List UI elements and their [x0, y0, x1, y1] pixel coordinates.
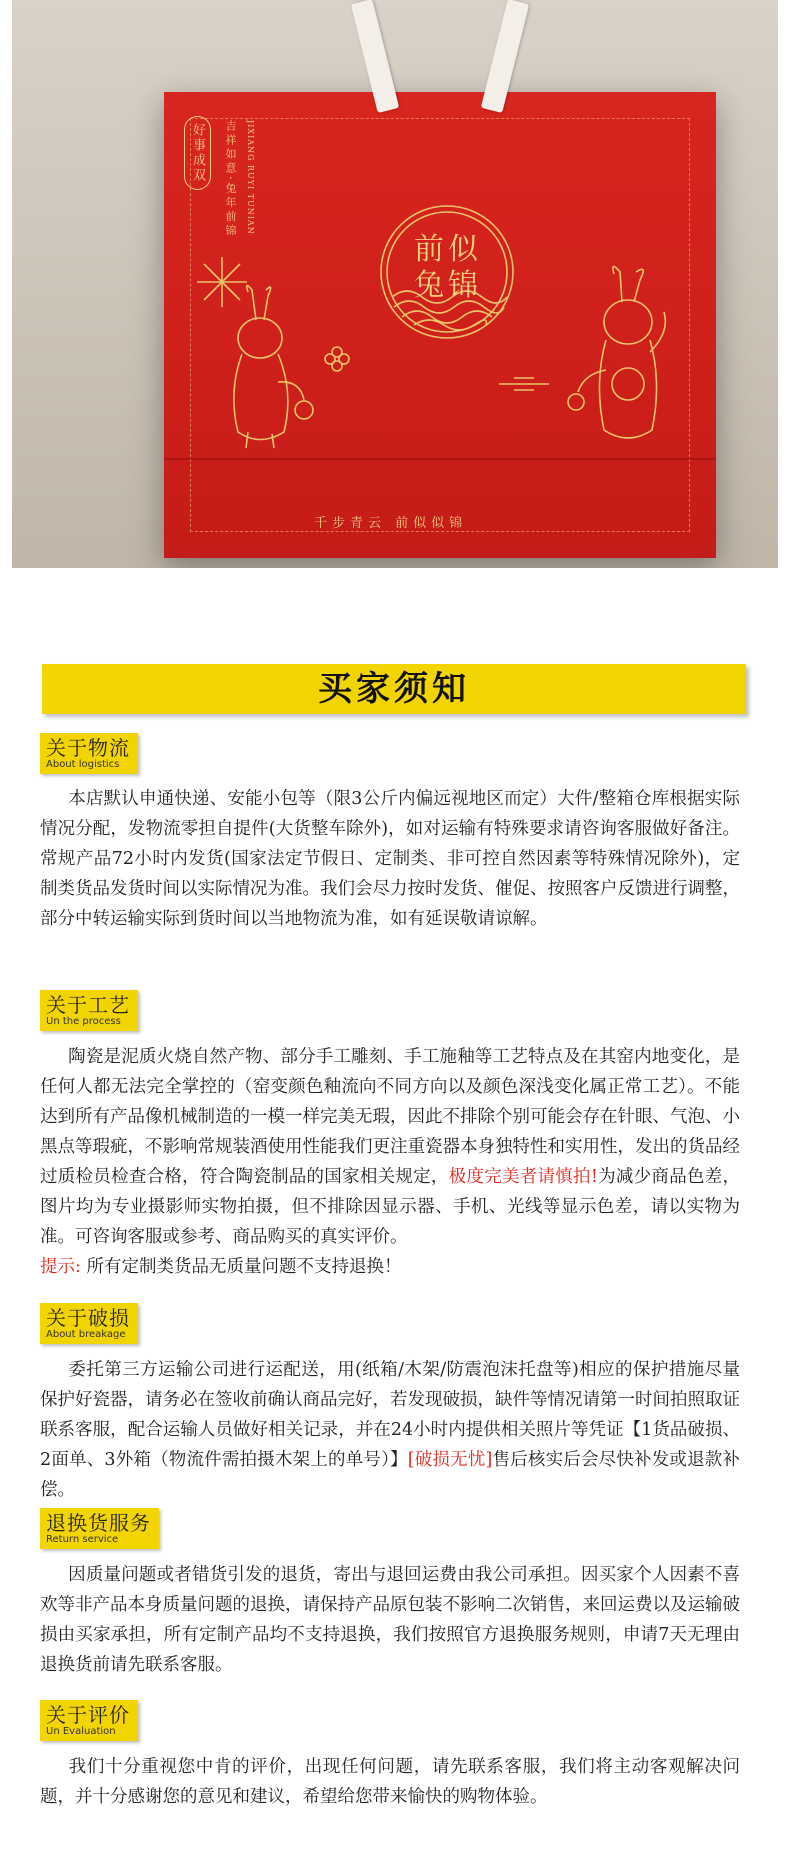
process-paragraph: [40, 1042, 740, 1282]
breakage-guarantee: [破损无忧]: [407, 1450, 493, 1470]
evaluation-text: 我们十分重视您中肯的评价，出现任何问题，请先联系客服，我们将主动客观解决问题，并十分感谢您的意见和建议，希望给您带来愉快的购物体验。: [40, 1757, 740, 1807]
ornament-icon: [494, 374, 554, 394]
tag-return: [40, 1508, 159, 1549]
tip-text: 所有定制类货品无质量问题不支持退换！: [80, 1257, 402, 1277]
tag-process: [40, 990, 138, 1031]
bag-handle-right: [481, 0, 529, 113]
process-text-a: 陶瓷是泥质火烧自然产物、部分手工雕刻、手工施釉等工艺特点及在其窑内地变化，是任何人都无法完全掌控的（窑变颜色釉流向不同方向以及颜色深浅变化属正常工艺）。不能达到所有产品像机械制造的一模一样完美无瑕，因此不排除个别可能会存在针眼、气泡、小黑点等瑕疵，不影响常规装酒使用性能我们更注重瓷器本身独特性和实用性，发出的货品经过质检员检查合格，符合陶瓷制品的国家相关规定，: [40, 1047, 740, 1187]
tip-label: 提示:: [40, 1257, 81, 1277]
breakage-tail: 售后核实后会尽快补发或退款补偿。: [40, 1450, 740, 1500]
evaluation-paragraph: [40, 1752, 740, 1812]
product-photo: [12, 0, 778, 568]
notice-title: 买家须知: [42, 664, 746, 714]
bag-vertical-text-1: 吉祥如意·兔年前锦: [224, 120, 237, 239]
tag-breakage-en: About breakage: [46, 1329, 126, 1340]
bag-fold: [164, 458, 716, 460]
logistics-paragraph: [40, 784, 740, 934]
tag-return-zh: 退换货服务: [46, 1511, 151, 1535]
tag-process-zh: 关于工艺: [46, 993, 130, 1017]
breakage-text: 委托第三方运输公司进行运配送，用(纸箱/木架/防震泡沫托盘等)相应的保护措施尽量保护好瓷器，请务必在签收前确认商品完好，若发现破损，缺件等情况请第一时间拍照取证联系客服，配合运输人员做好相关记录，并在24小时内提供相关照片等凭证【1货品破损、2面单、3外箱（物流件需拍摄木架上的单号）】: [40, 1360, 740, 1470]
return-paragraph: [40, 1560, 740, 1680]
logistics-text: 本店默认申通快递、安能小包等（限3公斤内偏远视地区而定）大件/整箱仓库根据实际情况分配，发物流零担自提件(大货整车除外)，如对运输有特殊要求请咨询客服做好备注。常规产品72小时内发货(国家法定节假日、定制类、非可控自然因素等特殊情况除外)，定制类货品发货时间以实际情况为准。我们会尽力按时发货、催促、按照客户反馈进行调整，部分中转运输实际到货时间以当地物流为准，如有延误敬请谅解。: [40, 789, 740, 929]
gift-bag: [164, 92, 716, 558]
breakage-paragraph: [40, 1355, 740, 1505]
bag-seal: 好事成双: [184, 116, 211, 190]
process-warning: 极度完美者请慎拍!: [448, 1167, 598, 1187]
tag-evaluation: [40, 1700, 138, 1741]
return-text: 因质量问题或者错货引发的退货，寄出与退回运费由我公司承担。因买家个人因素不喜欢等非产品本身质量问题的退换，请保持产品原包装不影响二次销售，来回运费以及运输破损由买家承担，所有定制产品均不支持退换，我们按照官方退换服务规则，申请7天无理由退换货前请先联系客服。: [40, 1565, 740, 1675]
tag-evaluation-en: Un Evaluation: [46, 1726, 116, 1737]
bag-bottom-text: 千步青云 前似似锦: [314, 516, 468, 531]
tag-breakage: [40, 1303, 138, 1344]
bag-handle-left: [351, 0, 399, 113]
tag-return-en: Return service: [46, 1534, 119, 1545]
tag-logistics-zh: 关于物流: [46, 736, 130, 760]
tag-logistics: [40, 733, 138, 774]
firework-icon: [192, 252, 252, 312]
rabbit-right-icon: [564, 262, 684, 452]
tag-breakage-zh: 关于破损: [46, 1306, 130, 1330]
bag-medallion-text: 前似兔锦: [414, 232, 482, 303]
tag-logistics-en: About logistics: [46, 759, 120, 770]
bag-vertical-text-2: JIXIANG RUYI TUNIAN: [246, 120, 255, 235]
flower-icon: [322, 344, 352, 374]
tag-evaluation-zh: 关于评价: [46, 1703, 130, 1727]
tag-process-en: Un the process: [46, 1016, 121, 1027]
process-text-b: 为减少商品色差，图片均为专业摄影师实物拍摄，但不排除因显示器、手机、光线等显示色差，请以实物为准。可咨询客服或参考、商品购买的真实评价。: [40, 1167, 741, 1247]
